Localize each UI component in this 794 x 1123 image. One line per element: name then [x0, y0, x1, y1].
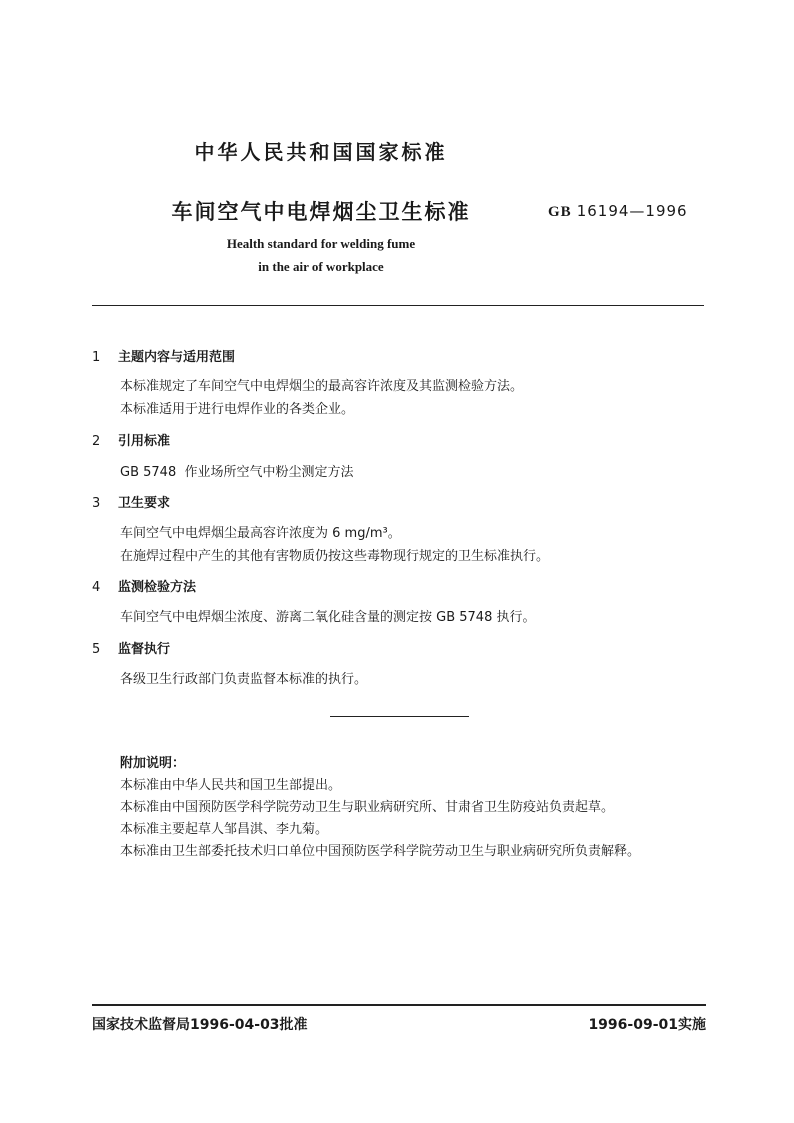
- end-of-text-rule: [330, 716, 469, 717]
- national-standard-heading: 中华人民共和国国家标准: [194, 140, 448, 164]
- section-heading-5: [92, 638, 170, 657]
- paragraph: 本标准规定了车间空气中电焊烟尘的最高容许浓度及其监测检验方法。: [120, 379, 524, 394]
- section-number: 5: [92, 642, 101, 657]
- note-line: 本标准由中国预防医学科学院劳动卫生与职业病研究所、甘肃省卫生防疫站负责起草。: [120, 800, 615, 815]
- section-heading-4: [92, 576, 196, 595]
- approval-info: 国家技术监督局1996-04-03批准: [92, 1017, 308, 1033]
- paragraph: 本标准适用于进行电焊作业的各类企业。: [120, 402, 355, 417]
- section-heading-2: [92, 430, 170, 449]
- header-divider: [92, 305, 704, 306]
- section-number: 4: [92, 580, 101, 595]
- section-title: 监督执行: [118, 642, 171, 657]
- paragraph: 车间空气中电焊烟尘最高容许浓度为 6 mg/m³。: [120, 526, 401, 541]
- english-title-line-1: Health standard for welding fume: [226, 236, 416, 251]
- footer-divider: [92, 1004, 706, 1006]
- section-number: 1: [92, 350, 101, 365]
- section-title: 卫生要求: [118, 496, 171, 511]
- notes-title: 附加说明：: [120, 756, 186, 771]
- note-line: 本标准由卫生部委托技术归口单位中国预防医学科学院劳动卫生与职业病研究所负责解释。: [120, 844, 641, 859]
- implementation-date: 1996-09-01实施: [588, 1017, 706, 1033]
- paragraph: GB 5748 作业场所空气中粉尘测定方法: [120, 465, 354, 480]
- note-line: 本标准由中华人民共和国卫生部提出。: [120, 778, 342, 793]
- standard-code-prefix: GB: [548, 204, 572, 220]
- english-title-line-2: in the air of workplace: [258, 259, 384, 274]
- section-number: 3: [92, 496, 101, 511]
- section-title: 主题内容与适用范围: [118, 350, 236, 365]
- standard-code-number: 16194—1996: [576, 202, 688, 220]
- standard-code: [548, 202, 688, 221]
- paragraph: 在施焊过程中产生的其他有害物质仍按这些毒物现行规定的卫生标准执行。: [120, 549, 550, 564]
- note-line: 本标准主要起草人邹昌淇、李九菊。: [120, 822, 329, 837]
- section-title: 引用标准: [118, 434, 171, 449]
- paragraph: 车间空气中电焊烟尘浓度、游离二氧化硅含量的测定按 GB 5748 执行。: [120, 610, 536, 625]
- document-title: 车间空气中电焊烟尘卫生标准: [171, 200, 471, 224]
- section-heading-3: [92, 492, 170, 511]
- section-title: 监测检验方法: [118, 580, 197, 595]
- paragraph: 各级卫生行政部门负责监督本标准的执行。: [120, 672, 368, 687]
- section-heading-1: [92, 346, 235, 365]
- section-number: 2: [92, 434, 101, 449]
